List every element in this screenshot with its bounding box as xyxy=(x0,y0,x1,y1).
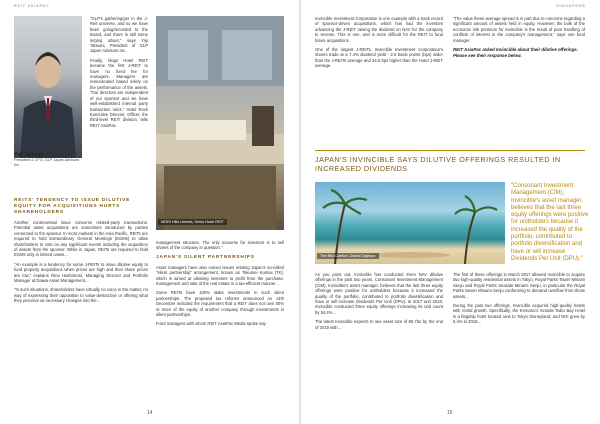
beach-photo-caption: The Ritz-Carlton, Grand Cayman xyxy=(317,253,379,259)
section-dilutive-equity xyxy=(14,198,148,308)
body-paragraph: As you point out, Invincible has conducted three NAV dilutive offerings in the past two years. Consonant Investment Management (CIM), Invincible's asset manager, believes that the last three equity offerings were positive for unitholders because it increased the quality of the portfolio, contributed to portfolio diversification and have or will increase Dividends Per Unit (DPU). In 2017 and 2018, Invincible conducted three equity offerings increasing its unit count by 54.4%... xyxy=(315,272,443,315)
person-illustration xyxy=(14,16,82,158)
profile-title: President & CFO, GLP Japan Advisors Inc. xyxy=(14,158,80,167)
beach-illustration xyxy=(315,182,505,264)
body-paragraph: During the past two offerings, Invincible acquired high-quality hotels with rental growth. Specifically, the Kemanu's Grande Taiko Bay Hotel is a flagship hotel located next to Tokyo Disneyland, and NOI grew by 5.4% in 2018... xyxy=(453,303,585,325)
section-heading: REITS' TENDENCY TO ISSUE DILUTIVE EQUITY FOR ACQUISITIONS HURTS SHAREHOLDERS xyxy=(14,198,131,215)
answer-column-1 xyxy=(315,272,443,334)
profile-quote xyxy=(90,16,148,132)
hotel-photo-caption: MORI Hills Umeda, Seiho Hotel REIT xyxy=(158,219,227,225)
body-paragraph: Asset managers have also voiced issues relating Japan's so-called "silent partnership" arrangement, known as Tokumei Kumiai (TK), which is aimed at allowing investors to profit from the purchase, management and sale of the real estate in a tax-efficient manner... xyxy=(156,264,284,287)
left-page xyxy=(0,0,299,424)
right-page xyxy=(301,0,600,424)
question-to-invincible: REIT AsiaPac asked Invincible about their dilutive offerings. Please see their response below. xyxy=(453,47,578,58)
hotel-photo xyxy=(156,16,284,230)
profile-quote-paragraph: Finally, blogs Hotel REIT became the first J-REIT to have no fixed fee for managers. Managers are remunerated based solely on the performance of the assets. "Our directors are independent of our sponsor and we have well-established internal party transaction rules," Hotel Rock Executive Director, Officer, the third-level REIT division, tells REIT AsiaPac. xyxy=(90,57,148,128)
body-paragraph: "In such situations, shareholders have virtually no voice in the matter, no way of expressing their opposition to value-destructive or offering what they perceive as necessary changes into the... xyxy=(14,287,148,304)
profile-caption xyxy=(14,152,82,167)
intro-column-1 xyxy=(315,16,443,73)
answer-column-2 xyxy=(453,272,585,329)
hotel-room-illustration xyxy=(156,16,284,230)
body-paragraph: "The value these average spread is in part due to concerns regarding a significant amount of assets held in equity. However, the bulk of the economic risk premium for Invincible is the result of poor handling of conflicts of interest in the company's management," says one fund manager. xyxy=(453,16,585,43)
beach-photo xyxy=(315,182,505,264)
body-paragraph: The latest Invincible expects to see asset size of ¥5.7bn by the end of 2019 with... xyxy=(315,319,443,330)
section-silent-partnerships xyxy=(156,240,284,331)
portrait-photo xyxy=(14,16,82,158)
banner-heading-block xyxy=(315,150,585,173)
profile-quote-paragraph: "GLP's gathering/ger in the J-Reit universe, and so we have been going/recorded to the Board, and there is still some in/ging about," says Yoji Tatsumi, President of GLP Japan Advisors Inc. xyxy=(90,16,148,54)
profile-name: Yoji Tatsumi, xyxy=(14,152,45,158)
pull-quote: "Consonant Investment Management (CIM), Invincible's asset manager, believes that the last three equity offerings were positive for unitholders because it increased the quality of the portfolio, contributed to portfolio diversification and have or will increase Dividends Per Unit (DPU)." xyxy=(511,183,589,262)
body-paragraph: management structure. The only recourse for investors is to sell shares of the company in question." xyxy=(156,240,284,251)
body-paragraph: Another controversial issue concerns related-party transactions. Potential asset acquisitions are sometimes introduced by parties connected to the sponsor. In most markets in the Asia Pacific, REITs are required to hold Extraordinary General Meetings (EGMs) to allow shareholders to vote on any significant events including the acquisition of assets from the sponsor. While in Japan, REITs are required to hold EGMs only in limited cases... xyxy=(14,220,148,258)
right-header: SINGAPORE xyxy=(556,4,586,8)
body-paragraph: One of the largest J-REITs, Invincible Investment Corporation's shares trade at a 7.4% dividend yield - 2.5 basis points (bps) wider than the J-REITs average and 24.6 bps higher than the Hotel J-REIT average. xyxy=(315,47,443,69)
left-header: REIT ASIAPAC xyxy=(14,4,50,8)
section-heading: JAPAN'S SILENT PARTNERSHIPS xyxy=(156,254,255,260)
body-paragraph: Invincible Investment Corporation is one example with a track record of sponsor-driven acquisitions, which has had the investors advancing the J-REIT raising the dividend on NAV for the company to reverse. This is one, and is more difficult for the REIT to fund future acquisitions. xyxy=(315,16,443,43)
body-paragraph: The first of these offerings in March 2017 allowed Invincible to acquire two high-quality residential assets in Tokyo, Royal Parks Tower Minami Senju and Royal Parks Seaside Minami Senju, in particular the Royal Parks Seven Minami Senju conforming to demand overflow from those assets... xyxy=(453,272,585,299)
body-paragraph: "An example is a tendency for some J-REITs to issue dilutive equity to fund property acquisitions when prices are high and their share prices are low," explains Rina Hashimoto, Managing Director and Portfolio Manager at Daiwa Asset Management... xyxy=(14,261,148,284)
page-number-left: 14 xyxy=(147,410,153,416)
intro-column-2 xyxy=(453,16,585,58)
body-paragraph: Some REITs have 100% stake investments in such silent partnerships. The proposed tax reforms announced on 14th December included the requirement that a REIT does not own 50% or more of the equity of another company through investments in silent partnerships. xyxy=(156,290,284,318)
banner-heading: JAPAN'S INVINCIBLE SAYS DILUTIVE OFFERINGS RESULTED IN INCREASED DIVIDENDS xyxy=(315,155,561,173)
body-paragraph: Fund managers with whom REIT AsiaPac Media spoke say xyxy=(156,321,266,327)
page-number-right: 15 xyxy=(447,410,453,416)
